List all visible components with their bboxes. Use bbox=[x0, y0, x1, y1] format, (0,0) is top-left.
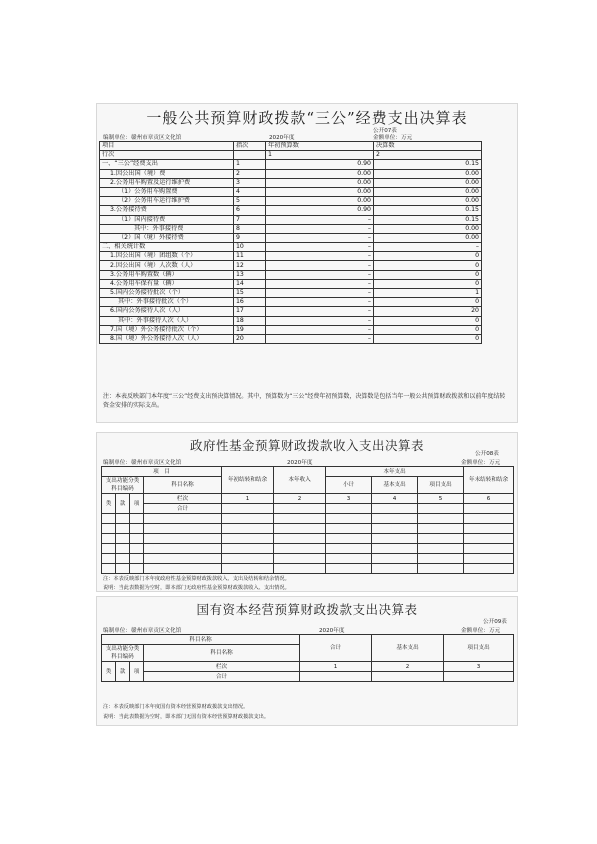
header-cell: 决算数 bbox=[374, 142, 482, 151]
empty-row bbox=[102, 554, 514, 564]
project-header: 项 目 bbox=[102, 467, 222, 477]
row-number-cell: 14 bbox=[234, 279, 266, 288]
fund-title: 政府性基金预算财政拨款收入支出决算表 bbox=[189, 438, 424, 453]
name-header: 科目名称 bbox=[144, 645, 300, 662]
year-label: 2020年度 bbox=[319, 628, 345, 634]
actual-cell: 0.00 bbox=[374, 178, 482, 187]
year-label: 2020年度 bbox=[269, 135, 295, 141]
unit-label: 编制单位：赣州市章贡区文化馆 bbox=[103, 135, 182, 141]
unit-label: 编制单位：赣州市章贡区文化馆 bbox=[103, 628, 182, 634]
hang-row bbox=[100, 151, 482, 160]
table-row bbox=[100, 206, 482, 215]
actual-cell: 0.00 bbox=[374, 224, 482, 233]
header-cell: 指次 bbox=[234, 142, 266, 151]
item-name-cell: 6.国内公务接待人次（人） bbox=[100, 307, 234, 316]
table-row bbox=[100, 252, 482, 261]
budget-cell: 0.90 bbox=[266, 160, 374, 169]
sum-label: 合计 bbox=[144, 672, 300, 682]
row-number-cell: 18 bbox=[234, 316, 266, 325]
col-number: 5 bbox=[418, 494, 464, 504]
kuan-header: 款 bbox=[116, 662, 130, 682]
item-name-cell: 7.国（境）外公务接待批次（个） bbox=[100, 325, 234, 334]
item-name-cell: 5.国内公务接待批次（个） bbox=[100, 289, 234, 298]
row-number-cell: 3 bbox=[234, 178, 266, 187]
actual-cell: 0 bbox=[374, 252, 482, 261]
actual-cell: 0 bbox=[374, 261, 482, 270]
fund-note-2: 说明：当此表数据为空时，即本部门无政府性基金预算财政拨款收入、支出情况。 bbox=[103, 585, 290, 591]
unit-label: 编制单位：赣州市章贡区文化馆 bbox=[103, 460, 182, 466]
actual-cell: 20 bbox=[374, 307, 482, 316]
item-name-cell: 1.因公出国（境）费 bbox=[100, 169, 234, 178]
row-number-cell: 8 bbox=[234, 224, 266, 233]
table-row bbox=[100, 289, 482, 298]
code-header: 支出功能分类科目编码 bbox=[102, 645, 144, 662]
row-number-cell: 17 bbox=[234, 307, 266, 316]
table-row bbox=[100, 215, 482, 224]
empty-row bbox=[102, 564, 514, 574]
table-code: 公开09表 bbox=[483, 619, 507, 625]
basic-header: 基本支出 bbox=[372, 635, 444, 662]
table-code: 公开07表 bbox=[373, 128, 397, 134]
col-number: 3 bbox=[326, 494, 372, 504]
table-row bbox=[100, 233, 482, 242]
table-row bbox=[100, 270, 482, 279]
lei-header: 类 bbox=[102, 494, 116, 514]
row-number-cell: 5 bbox=[234, 197, 266, 206]
empty-row bbox=[102, 544, 514, 554]
empty-row bbox=[102, 534, 514, 544]
budget-cell: 0.00 bbox=[266, 178, 374, 187]
actual-cell: 0.15 bbox=[374, 160, 482, 169]
header-cell: 项目 bbox=[100, 142, 234, 151]
row-number-cell: 7 bbox=[234, 215, 266, 224]
budget-cell: – bbox=[266, 307, 374, 316]
actual-cell: – bbox=[374, 243, 482, 252]
table-code: 公开08表 bbox=[475, 451, 499, 457]
state-capital-note-2: 说明：当此表数据为空时，即本部门无国有资本经营预算财政拨款支出。 bbox=[103, 714, 270, 720]
actual-cell: 0 bbox=[374, 279, 482, 288]
item-name-cell: 3.公务用车购置数（辆） bbox=[100, 270, 234, 279]
basic-header: 基本支出 bbox=[372, 477, 418, 494]
expense-header: 本年支出 bbox=[326, 467, 464, 477]
actual-cell: 0 bbox=[374, 334, 482, 343]
money-unit-label: 金额单位：万元 bbox=[461, 628, 501, 634]
empty-row bbox=[102, 514, 514, 524]
sanggong-table-sheet bbox=[96, 103, 518, 423]
state-capital-table-sheet bbox=[96, 596, 518, 726]
actual-cell: 0.00 bbox=[374, 233, 482, 242]
row-number-cell: 12 bbox=[234, 261, 266, 270]
budget-cell: – bbox=[266, 224, 374, 233]
item-name-cell: （2）公务用车运行维护费 bbox=[100, 197, 234, 206]
actual-cell: 0 bbox=[374, 325, 482, 334]
project-header: 科目名称 bbox=[102, 635, 300, 645]
name-header: 科目名称 bbox=[144, 477, 222, 494]
budget-cell: – bbox=[266, 279, 374, 288]
item-name-cell: （1）国内接待费 bbox=[100, 215, 234, 224]
row-number-cell: 16 bbox=[234, 298, 266, 307]
lei-header: 类 bbox=[102, 662, 116, 682]
col-number: 1 bbox=[300, 662, 372, 672]
budget-cell: – bbox=[266, 325, 374, 334]
fund-note: 注：本表反映部门本年度政府性基金预算财政拨款收入、支出及结转和结余情况。 bbox=[103, 576, 290, 582]
fund-table-sheet bbox=[96, 432, 518, 592]
year-label: 2020年度 bbox=[287, 460, 313, 466]
hang-cell: 2 bbox=[374, 151, 482, 160]
state-capital-note: 注：本表反映部门本年度国有资本经营预算财政拨款支出情况。 bbox=[103, 704, 249, 710]
table-row bbox=[100, 316, 482, 325]
row-number-cell: 19 bbox=[234, 325, 266, 334]
table-row bbox=[100, 178, 482, 187]
xiang-header: 项 bbox=[130, 662, 144, 682]
table-row bbox=[100, 187, 482, 196]
table-row bbox=[100, 261, 482, 270]
col-number: 2 bbox=[372, 662, 444, 672]
hang-cell: 行次 bbox=[100, 151, 234, 160]
budget-cell: 0.90 bbox=[266, 206, 374, 215]
state-capital-title: 国有资本经营预算财政拨款支出决算表 bbox=[196, 602, 418, 617]
budget-cell: – bbox=[266, 334, 374, 343]
item-name-cell: 其中：外事接待人次（人） bbox=[100, 316, 234, 325]
sanggong-title: 一般公共预算财政拨款“三公”经费支出决算表 bbox=[146, 109, 468, 127]
row-number-cell: 13 bbox=[234, 270, 266, 279]
start-header: 年初结转和结余 bbox=[222, 467, 274, 494]
budget-cell: – bbox=[266, 298, 374, 307]
actual-cell: 0.00 bbox=[374, 187, 482, 196]
row-number-cell: 1 bbox=[234, 160, 266, 169]
table-row bbox=[100, 307, 482, 316]
fund-table bbox=[101, 466, 514, 574]
header-row bbox=[100, 142, 482, 151]
sanggong-note: 注：本表反映部门本年度“三公”经费支出预决算情况。其中，预算数为“三公”经费年初预算数，决算数是包括当年一般公共预算财政拨款和以前年度结转资金安排的实际支出。 bbox=[103, 393, 506, 409]
budget-cell: – bbox=[266, 261, 374, 270]
item-name-cell: 2.公务用车购置及运行维护费 bbox=[100, 178, 234, 187]
row-number-cell: 15 bbox=[234, 289, 266, 298]
table-row bbox=[100, 298, 482, 307]
actual-cell: 0.15 bbox=[374, 206, 482, 215]
item-name-cell: 4.公务用车保有量（辆） bbox=[100, 279, 234, 288]
kuan-header: 款 bbox=[116, 494, 130, 514]
actual-cell: 0 bbox=[374, 270, 482, 279]
item-name-cell: 8.国（境）外公务接待人次（人） bbox=[100, 334, 234, 343]
actual-cell: 1 bbox=[374, 289, 482, 298]
col-number: 3 bbox=[444, 662, 514, 672]
actual-cell: 0.15 bbox=[374, 215, 482, 224]
item-name-cell: 其中：外事接待费 bbox=[100, 224, 234, 233]
income-header: 本年收入 bbox=[274, 467, 326, 494]
row-number-cell: 9 bbox=[234, 233, 266, 242]
col-number: 4 bbox=[372, 494, 418, 504]
table-row bbox=[100, 325, 482, 334]
budget-cell: 0.00 bbox=[266, 187, 374, 196]
table-row bbox=[100, 197, 482, 206]
table-row bbox=[100, 169, 482, 178]
table-row bbox=[100, 334, 482, 343]
budget-cell: 0.00 bbox=[266, 197, 374, 206]
code-header: 支出功能分类科目编码 bbox=[102, 477, 144, 494]
budget-cell: – bbox=[266, 215, 374, 224]
row-number-cell: 4 bbox=[234, 187, 266, 196]
budget-cell: – bbox=[266, 233, 374, 242]
item-name-cell: 一、“三公”经费支出 bbox=[100, 160, 234, 169]
item-name-cell: （1）公务用车购置费 bbox=[100, 187, 234, 196]
budget-cell: – bbox=[266, 252, 374, 261]
row-number-cell: 11 bbox=[234, 252, 266, 261]
hang-label: 栏次 bbox=[144, 494, 222, 504]
table-row bbox=[100, 279, 482, 288]
sum-label: 合计 bbox=[144, 504, 222, 514]
table-row bbox=[100, 224, 482, 233]
table-row bbox=[100, 243, 482, 252]
budget-cell: – bbox=[266, 270, 374, 279]
item-name-cell: 1.因公出国（境）团组数（个） bbox=[100, 252, 234, 261]
row-number-cell: 2 bbox=[234, 169, 266, 178]
actual-cell: 0 bbox=[374, 298, 482, 307]
item-name-cell: 二、相关统计数 bbox=[100, 243, 234, 252]
hang-label: 栏次 bbox=[144, 662, 300, 672]
row-number-cell: 20 bbox=[234, 334, 266, 343]
sanggong-table bbox=[99, 141, 482, 344]
table-row bbox=[100, 160, 482, 169]
end-header: 年末结转和结余 bbox=[464, 467, 514, 494]
money-unit-label: 金额单位：万元 bbox=[373, 135, 413, 141]
col-number: 6 bbox=[464, 494, 514, 504]
row-number-cell: 6 bbox=[234, 206, 266, 215]
total-header: 合计 bbox=[300, 635, 372, 662]
header-cell: 年初预算数 bbox=[266, 142, 374, 151]
item-name-cell: 3.公务接待费 bbox=[100, 206, 234, 215]
row-number-cell: 10 bbox=[234, 243, 266, 252]
xiang-header: 项 bbox=[130, 494, 144, 514]
item-name-cell: （2）国（境）外接待费 bbox=[100, 233, 234, 242]
hang-cell bbox=[234, 151, 266, 160]
actual-cell: 0.00 bbox=[374, 169, 482, 178]
item-name-cell: 2.因公出国（境）人次数（人） bbox=[100, 261, 234, 270]
actual-cell: 0.00 bbox=[374, 197, 482, 206]
col-number: 2 bbox=[274, 494, 326, 504]
budget-cell: – bbox=[266, 289, 374, 298]
actual-cell: 0 bbox=[374, 316, 482, 325]
budget-cell: – bbox=[266, 316, 374, 325]
total-header: 小计 bbox=[326, 477, 372, 494]
proj-header: 项目支出 bbox=[444, 635, 514, 662]
empty-row bbox=[102, 524, 514, 534]
budget-cell: 0.00 bbox=[266, 169, 374, 178]
state-capital-table bbox=[101, 634, 514, 682]
col-number: 1 bbox=[222, 494, 274, 504]
budget-cell: – bbox=[266, 243, 374, 252]
hang-cell: 1 bbox=[266, 151, 374, 160]
money-unit-label: 金额单位：万元 bbox=[461, 460, 501, 466]
proj-header: 项目支出 bbox=[418, 477, 464, 494]
item-name-cell: 其中：外事接待批次（个） bbox=[100, 298, 234, 307]
